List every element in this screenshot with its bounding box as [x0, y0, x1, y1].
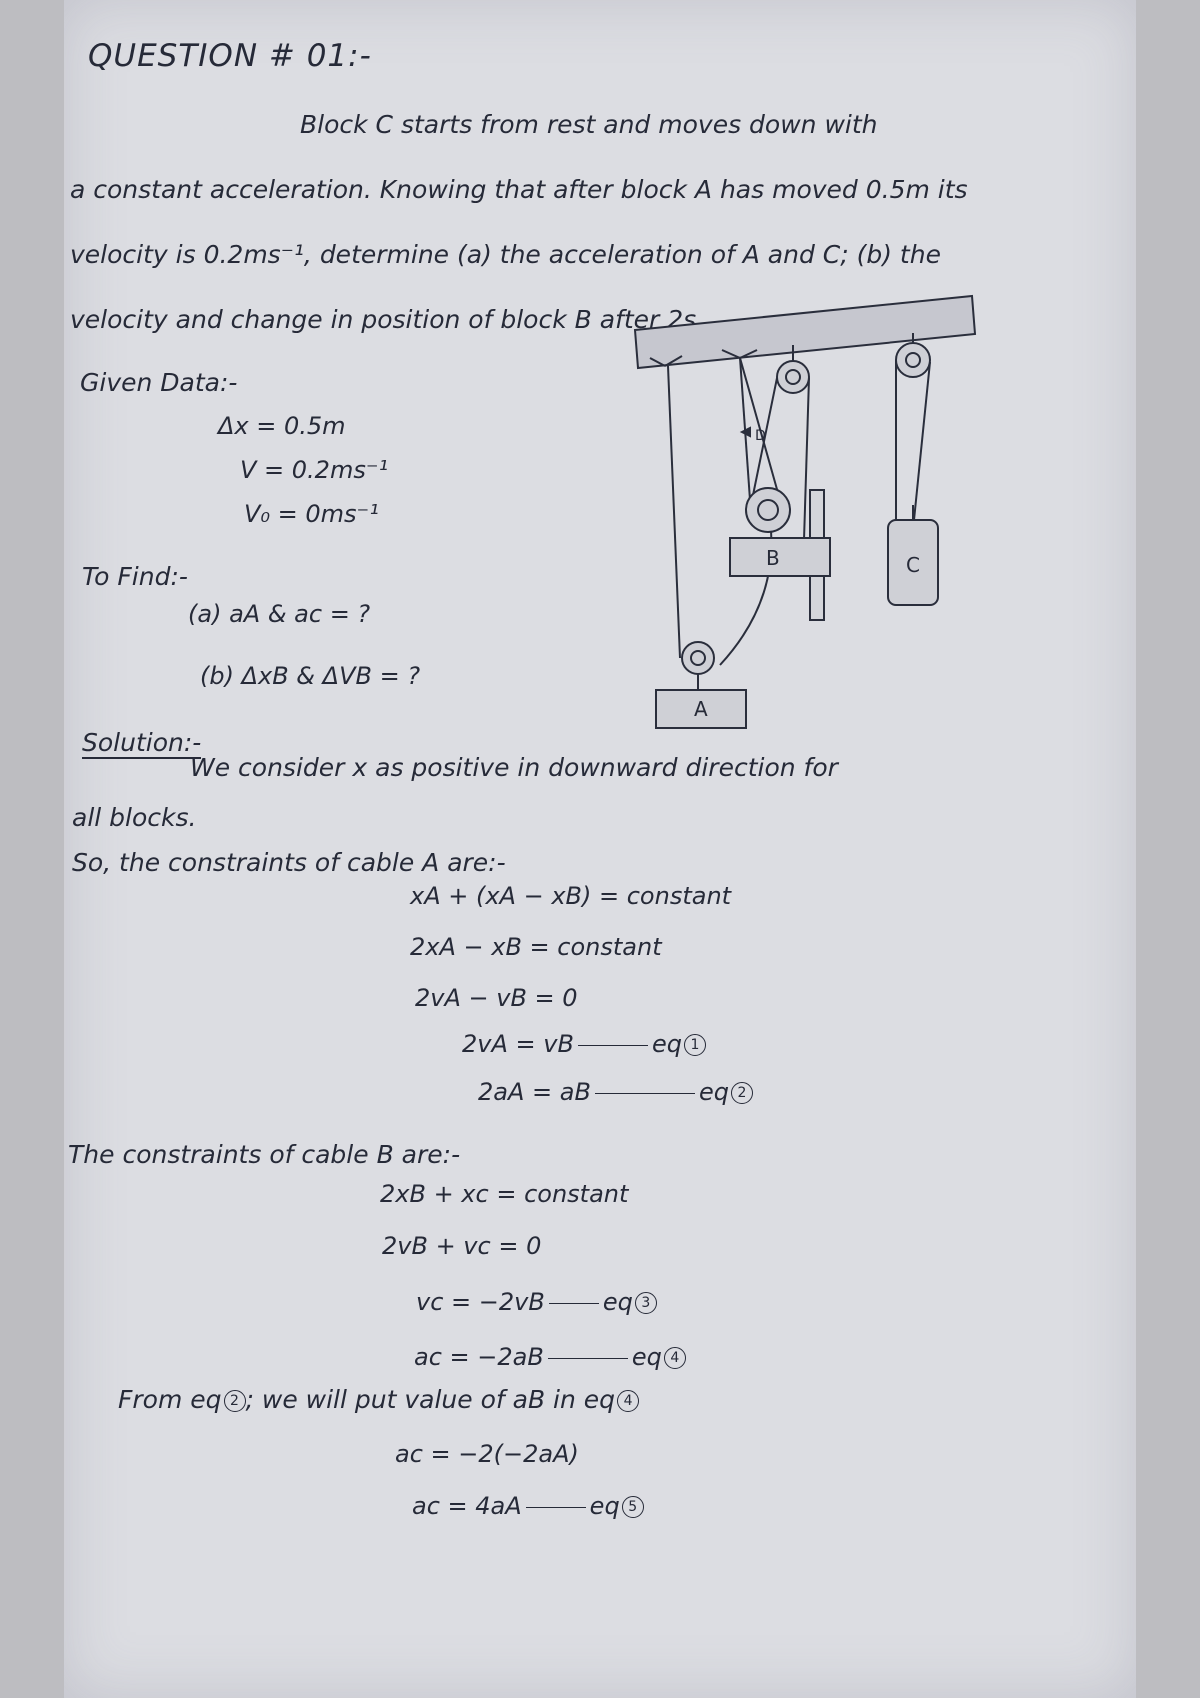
label-block-c: C [906, 553, 920, 577]
cable-a-equation: 2vA − vB = 0 [415, 984, 578, 1012]
solution-line-1: We consider x as positive in downward direction for [190, 753, 838, 782]
solution-line-2: all blocks. [72, 803, 197, 832]
equation-3: vc = −2vB eq 3 [416, 1288, 657, 1316]
substituted-equation: ac = −2(−2aA) [395, 1440, 579, 1468]
substitution-note: From eq 2 ; we will put value of aB in eq 4 [118, 1385, 639, 1414]
question-title: QUESTION # 01:- [88, 38, 372, 74]
equation-4: ac = −2aB eq 4 [414, 1343, 686, 1371]
problem-line-2: a constant acceleration. Knowing that after block A has moved 0.5m its [70, 175, 968, 204]
cable-a-intro: So, the constraints of cable A are:- [72, 848, 506, 877]
label-block-a: A [694, 697, 708, 721]
cable-a-equation: xA + (xA − xB) = constant [410, 882, 732, 910]
given-item: V = 0.2ms⁻¹ [240, 456, 389, 484]
solution-heading: Solution:- [82, 728, 202, 757]
given-item: Δx = 0.5m [218, 412, 346, 440]
pulley-top-2 [896, 343, 930, 377]
block-b [730, 538, 830, 576]
cable-b-intro: The constraints of cable B are:- [68, 1140, 461, 1169]
equation-1: 2vA = vB eq 1 [462, 1030, 706, 1058]
cable-b-equation: 2xB + xc = constant [380, 1180, 629, 1208]
label-block-b: B [766, 546, 780, 570]
equation-2: 2aA = aB eq 2 [478, 1078, 753, 1106]
pulley-b [746, 488, 790, 532]
equation-5: ac = 4aA eq 5 [412, 1492, 644, 1520]
problem-line-4: velocity and change in position of block B after 2s. [70, 305, 705, 334]
problem-line-3: velocity is 0.2ms⁻¹, determine (a) the acceleration of A and C; (b) the [70, 240, 941, 269]
given-heading: Given Data:- [80, 368, 238, 397]
to-find-item: (b) ΔxB & ΔVB = ? [200, 662, 421, 690]
label-d: D [755, 428, 766, 444]
problem-line-1: Block C starts from rest and moves down with [300, 110, 878, 139]
to-find-heading: To Find:- [82, 562, 188, 591]
cable-b-equation: 2vB + vc = 0 [382, 1232, 542, 1260]
to-find-item: (a) aA & ac = ? [188, 600, 371, 628]
pulley-top-1 [777, 361, 809, 393]
cable-a-equation: 2xA − xB = constant [410, 933, 662, 961]
given-item: V₀ = 0ms⁻¹ [244, 500, 379, 528]
pulley-a [682, 642, 714, 674]
